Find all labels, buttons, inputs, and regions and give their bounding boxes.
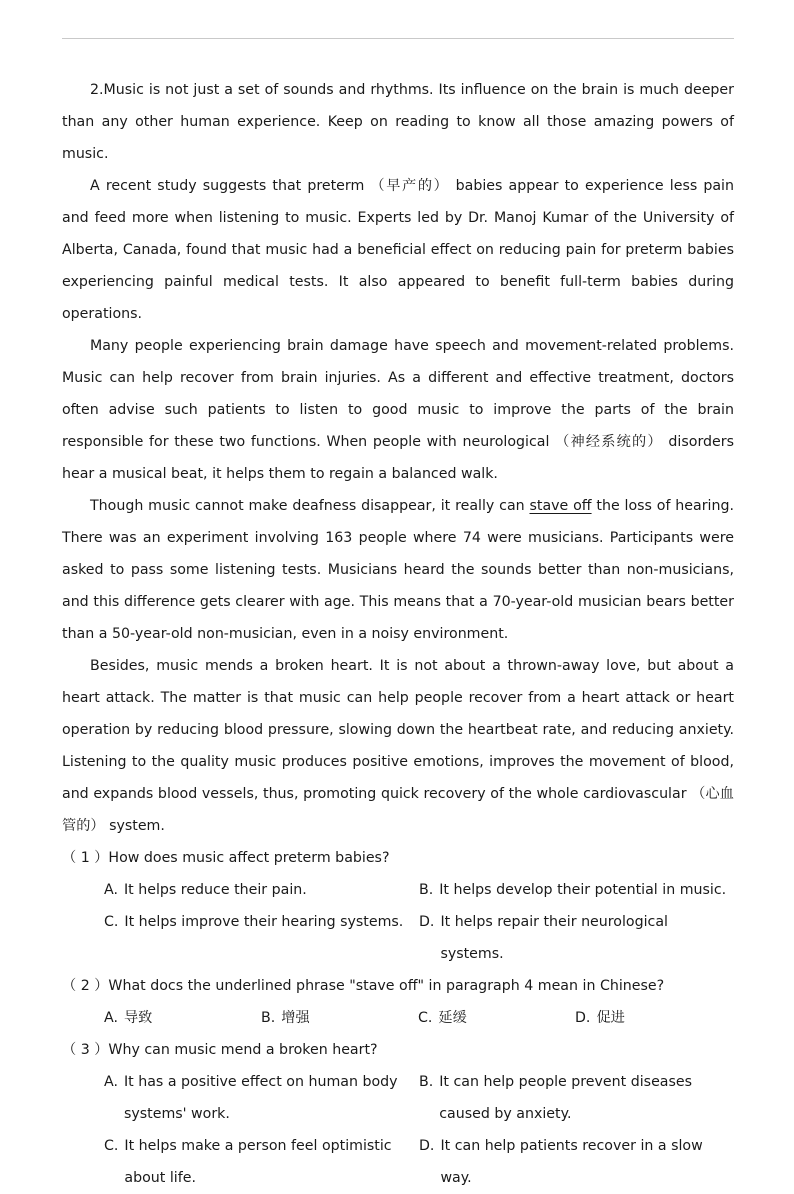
paragraph-3: Many people experiencing brain damage have speech and movement-related problems. Music can help recover from brain injuries. As a different and effective treatment, doctors often advise such patients to listen to good music to improve the parts of the brain responsible for these two functions. When people with neurological （神经系统的） disorders hear a musical beat, it helps them to regain a balanced walk.: [62, 338, 734, 482]
underlined-phrase: stave off: [529, 498, 592, 514]
option-a[interactable]: A. It helps reduce their pain.: [104, 882, 307, 898]
question-text: Why can music mend a broken heart?: [108, 1042, 378, 1058]
question-number: （ 2 ）: [62, 978, 109, 994]
question-1-options: [62, 874, 734, 970]
option-c[interactable]: C. It helps improve their hearing systems.: [104, 914, 404, 930]
option-b[interactable]: B. It helps develop their potential in music.: [419, 882, 727, 898]
question-3: [62, 1034, 734, 1066]
question-3-options: [62, 1066, 734, 1194]
question-number: （ 1 ）: [62, 850, 109, 866]
header-rule: [62, 38, 734, 39]
question-1: [62, 842, 734, 874]
option-d[interactable]: D. 促进: [575, 1010, 625, 1026]
question-2: [62, 970, 734, 1002]
paragraph-4: [62, 490, 734, 650]
option-d[interactable]: D. It can help patients recover in a slow way.: [419, 1138, 703, 1186]
option-c[interactable]: C. 延缓: [418, 1010, 467, 1026]
option-a[interactable]: A. 导致: [104, 1010, 153, 1026]
paragraph-2: A recent study suggests that preterm （早产的） babies appear to experience less pain and feed more when listening to music. Experts led by Dr. Manoj Kumar of the University of Alberta, Canada, found that music had a beneficial effect on reducing pain for preterm babies experiencing painful medical tests. It also appeared to benefit full-term babies during operations.: [62, 178, 734, 322]
paragraph-5: Besides, music mends a broken heart. It is not about a thrown-away love, but about a heart attack. The matter is that music can help people recover from a heart attack or heart operation by reducing blood pressure, slowing down the heartbeat rate, and reducing anxiety. Listening to the quality music produces positive emotions, improves the movement of blood, and expands blood vessels, thus, promoting quick recovery of the whole cardiovascular （心血管的） system.: [62, 658, 734, 834]
paragraph-4-text-after: the loss of hearing. There was an experiment involving 163 people where 74 were musicians. Participants were asked to pass some listening tests. Musicians heard the sounds better than non-musicians, and this difference gets clearer with age. This means that a 70-year-old musician bears better than a 50-year-old non-musician, even in a noisy environment.: [62, 498, 734, 642]
question-text: How does music affect preterm babies?: [108, 850, 390, 866]
question-text: What docs the underlined phrase "stave off" in paragraph 4 mean in Chinese?: [108, 978, 665, 994]
question-number: （ 3 ）: [62, 1042, 109, 1058]
option-a[interactable]: A. It has a positive effect on human body systems' work.: [104, 1074, 398, 1122]
question-2-options: [62, 1002, 734, 1034]
option-b[interactable]: B. 增强: [261, 1010, 310, 1026]
option-d[interactable]: D. It helps repair their neurological systems.: [419, 914, 668, 962]
document-content: [62, 74, 734, 1194]
option-c[interactable]: C. It helps make a person feel optimistic about life.: [104, 1138, 392, 1186]
paragraph-1: 2.Music is not just a set of sounds and rhythms. Its influence on the brain is much deeper than any other human experience. Keep on reading to know all those amazing powers of music.: [62, 82, 734, 162]
option-b[interactable]: B. It can help people prevent diseases caused by anxiety.: [419, 1074, 692, 1122]
paragraph-4-text-before: Though music cannot make deafness disappear, it really can: [90, 498, 530, 514]
